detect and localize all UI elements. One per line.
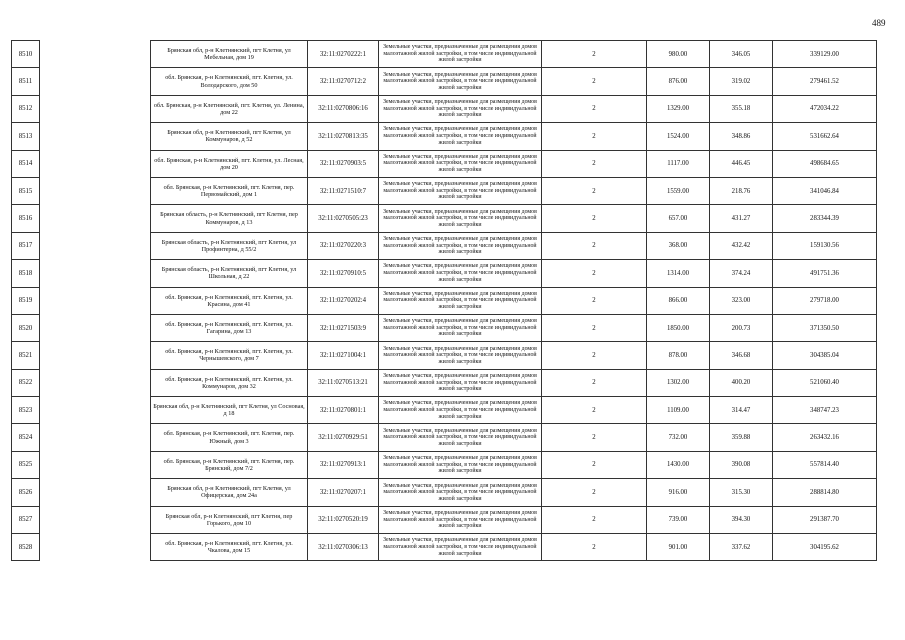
address-cell: обл. Брянская, р-н Клетнянский, пгт. Клетня, ул. Володарского, дом 50 <box>151 68 308 95</box>
spacer-cell <box>40 314 151 341</box>
row-number-cell: 8514 <box>12 150 40 177</box>
area-cell: 657.00 <box>647 205 710 232</box>
land-use-cell: Земельные участки, предназначенные для размещения домов малоэтажной жилой застройки, в том числе индивидуальной жилой застройки <box>379 314 542 341</box>
specific-value-cell: 319.02 <box>710 68 773 95</box>
area-cell: 876.00 <box>647 68 710 95</box>
table-row <box>12 68 877 95</box>
address-cell: Брянская обл, р-н Клетнянский, пгт Клетня, ул Коммунаров, д 52 <box>151 123 308 150</box>
cadastral-value-cell: 498684.65 <box>773 150 877 177</box>
address-cell: обл. Брянская, р-н Клетнянский, пгт. Клетня, ул. Чернышевского, дом 7 <box>151 342 308 369</box>
cadastral-value-cell: 279718.00 <box>773 287 877 314</box>
table-row <box>12 369 877 396</box>
area-cell: 1850.00 <box>647 314 710 341</box>
land-use-cell: Земельные участки, предназначенные для размещения домов малоэтажной жилой застройки, в том числе индивидуальной жилой застройки <box>379 232 542 259</box>
area-cell: 368.00 <box>647 232 710 259</box>
specific-value-cell: 314.47 <box>710 397 773 424</box>
cadastral-value-cell: 304385.04 <box>773 342 877 369</box>
cadastral-number-cell: 32:11:0270813:35 <box>308 123 379 150</box>
address-cell: обл. Брянская, р-н Клетнянский, пгт. Клетня, ул. Чкалова, дом 15 <box>151 534 308 561</box>
cadastral-number-cell: 32:11:0270913:1 <box>308 451 379 478</box>
cadastral-value-cell: 288814.80 <box>773 479 877 506</box>
land-use-cell: Земельные участки, предназначенные для размещения домов малоэтажной жилой застройки, в том числе индивидуальной жилой застройки <box>379 534 542 561</box>
group-cell: 2 <box>542 287 647 314</box>
address-cell: обл. Брянская, р-н Клетнянский, пгт. Клетня, пер. Южный, дом 3 <box>151 424 308 451</box>
row-number-cell: 8519 <box>12 287 40 314</box>
area-cell: 732.00 <box>647 424 710 451</box>
address-cell: Брянская область, р-н Клетнянский, пгт Клетня, ул Профинтерна, д 55/2 <box>151 232 308 259</box>
area-cell: 1524.00 <box>647 123 710 150</box>
group-cell: 2 <box>542 260 647 287</box>
row-number-cell: 8515 <box>12 177 40 204</box>
land-use-cell: Земельные участки, предназначенные для размещения домов малоэтажной жилой застройки, в том числе индивидуальной жилой застройки <box>379 424 542 451</box>
group-cell: 2 <box>542 205 647 232</box>
specific-value-cell: 200.73 <box>710 314 773 341</box>
cadastral-value-cell: 304195.62 <box>773 534 877 561</box>
cadastral-number-cell: 32:11:0270222:1 <box>308 41 379 68</box>
row-number-cell: 8524 <box>12 424 40 451</box>
cadastral-value-cell: 371350.50 <box>773 314 877 341</box>
spacer-cell <box>40 397 151 424</box>
spacer-cell <box>40 150 151 177</box>
cadastral-value-table <box>11 40 877 561</box>
address-cell: обл. Брянская, р-н Клетнянский, пгт. Клетня, ул. Гагарина, дом 13 <box>151 314 308 341</box>
address-cell: Брянская область, р-н Клетнянский, пгт Клетня, ул Школьная, д 22 <box>151 260 308 287</box>
land-use-cell: Земельные участки, предназначенные для размещения домов малоэтажной жилой застройки, в том числе индивидуальной жилой застройки <box>379 287 542 314</box>
group-cell: 2 <box>542 232 647 259</box>
specific-value-cell: 446.45 <box>710 150 773 177</box>
row-number-cell: 8526 <box>12 479 40 506</box>
specific-value-cell: 359.88 <box>710 424 773 451</box>
address-cell: Брянская область, р-н Клетнянский, пгт Клетня, пер Коммунаров, д 13 <box>151 205 308 232</box>
group-cell: 2 <box>542 68 647 95</box>
table-row <box>12 123 877 150</box>
cadastral-value-cell: 263432.16 <box>773 424 877 451</box>
cadastral-value-cell: 491751.36 <box>773 260 877 287</box>
area-cell: 878.00 <box>647 342 710 369</box>
spacer-cell <box>40 342 151 369</box>
area-cell: 1430.00 <box>647 451 710 478</box>
land-use-cell: Земельные участки, предназначенные для размещения домов малоэтажной жилой застройки, в том числе индивидуальной жилой застройки <box>379 369 542 396</box>
table-row <box>12 314 877 341</box>
row-number-cell: 8511 <box>12 68 40 95</box>
spacer-cell <box>40 177 151 204</box>
area-cell: 980.00 <box>647 41 710 68</box>
row-number-cell: 8525 <box>12 451 40 478</box>
row-number-cell: 8513 <box>12 123 40 150</box>
specific-value-cell: 346.05 <box>710 41 773 68</box>
group-cell: 2 <box>542 177 647 204</box>
row-number-cell: 8516 <box>12 205 40 232</box>
cadastral-value-cell: 472034.22 <box>773 95 877 122</box>
cadastral-number-cell: 32:11:0270806:16 <box>308 95 379 122</box>
group-cell: 2 <box>542 534 647 561</box>
land-use-cell: Земельные участки, предназначенные для размещения домов малоэтажной жилой застройки, в том числе индивидуальной жилой застройки <box>379 123 542 150</box>
cadastral-value-cell: 339129.00 <box>773 41 877 68</box>
address-cell: обл. Брянская, р-н Клетнянский, пгт. Клетня, ул. Лесная, дом 20 <box>151 150 308 177</box>
cadastral-value-cell: 531662.64 <box>773 123 877 150</box>
spacer-cell <box>40 534 151 561</box>
spacer-cell <box>40 287 151 314</box>
cadastral-value-cell: 283344.39 <box>773 205 877 232</box>
group-cell: 2 <box>542 424 647 451</box>
spacer-cell <box>40 506 151 533</box>
area-cell: 901.00 <box>647 534 710 561</box>
land-use-cell: Земельные участки, предназначенные для размещения домов малоэтажной жилой застройки, в том числе индивидуальной жилой застройки <box>379 397 542 424</box>
table-row <box>12 95 877 122</box>
address-cell: Брянская обл, р-н Клетнянский, пгт Клетня, пер Горького, дом 10 <box>151 506 308 533</box>
specific-value-cell: 348.86 <box>710 123 773 150</box>
spacer-cell <box>40 424 151 451</box>
land-use-cell: Земельные участки, предназначенные для размещения домов малоэтажной жилой застройки, в том числе индивидуальной жилой застройки <box>379 177 542 204</box>
land-use-cell: Земельные участки, предназначенные для размещения домов малоэтажной жилой застройки, в том числе индивидуальной жилой застройки <box>379 205 542 232</box>
group-cell: 2 <box>542 41 647 68</box>
cadastral-value-cell: 159130.56 <box>773 232 877 259</box>
area-cell: 1109.00 <box>647 397 710 424</box>
specific-value-cell: 218.76 <box>710 177 773 204</box>
land-use-cell: Земельные участки, предназначенные для размещения домов малоэтажной жилой застройки, в том числе индивидуальной жилой застройки <box>379 260 542 287</box>
specific-value-cell: 400.20 <box>710 369 773 396</box>
specific-value-cell: 390.08 <box>710 451 773 478</box>
cadastral-number-cell: 32:11:0270929:51 <box>308 424 379 451</box>
row-number-cell: 8527 <box>12 506 40 533</box>
table-row <box>12 397 877 424</box>
spacer-cell <box>40 95 151 122</box>
cadastral-number-cell: 32:11:0270306:13 <box>308 534 379 561</box>
specific-value-cell: 355.18 <box>710 95 773 122</box>
table-row <box>12 41 877 68</box>
cadastral-number-cell: 32:11:0270910:5 <box>308 260 379 287</box>
spacer-cell <box>40 41 151 68</box>
group-cell: 2 <box>542 342 647 369</box>
area-cell: 1559.00 <box>647 177 710 204</box>
cadastral-number-cell: 32:11:0270801:1 <box>308 397 379 424</box>
specific-value-cell: 431.27 <box>710 205 773 232</box>
specific-value-cell: 315.30 <box>710 479 773 506</box>
address-cell: Брянская обл, р-н Клетнянский, пгт Клетня, ул Офицерская, дом 24а <box>151 479 308 506</box>
land-use-cell: Земельные участки, предназначенные для размещения домов малоэтажной жилой застройки, в том числе индивидуальной жилой застройки <box>379 68 542 95</box>
table-row <box>12 150 877 177</box>
cadastral-number-cell: 32:11:0270505:23 <box>308 205 379 232</box>
land-use-cell: Земельные участки, предназначенные для размещения домов малоэтажной жилой застройки, в том числе индивидуальной жилой застройки <box>379 41 542 68</box>
spacer-cell <box>40 68 151 95</box>
specific-value-cell: 346.68 <box>710 342 773 369</box>
cadastral-value-cell: 291387.70 <box>773 506 877 533</box>
group-cell: 2 <box>542 95 647 122</box>
specific-value-cell: 432.42 <box>710 232 773 259</box>
area-cell: 916.00 <box>647 479 710 506</box>
row-number-cell: 8520 <box>12 314 40 341</box>
page-number: 489 <box>872 18 886 28</box>
area-cell: 866.00 <box>647 287 710 314</box>
address-cell: обл. Брянская, р-н Клетнянский, пгт. Клетня, пер. Первомайский, дом 1 <box>151 177 308 204</box>
land-use-cell: Земельные участки, предназначенные для размещения домов малоэтажной жилой застройки, в том числе индивидуальной жилой застройки <box>379 95 542 122</box>
table-row <box>12 534 877 561</box>
table-row <box>12 287 877 314</box>
group-cell: 2 <box>542 123 647 150</box>
spacer-cell <box>40 479 151 506</box>
address-cell: Брянская обл, р-н Клетнянский, пгт Клетня, ул Мебельная, дом 19 <box>151 41 308 68</box>
table-row <box>12 424 877 451</box>
table-row <box>12 177 877 204</box>
land-use-cell: Земельные участки, предназначенные для размещения домов малоэтажной жилой застройки, в том числе индивидуальной жилой застройки <box>379 506 542 533</box>
cadastral-number-cell: 32:11:0271004:1 <box>308 342 379 369</box>
group-cell: 2 <box>542 397 647 424</box>
cadastral-value-cell: 279461.52 <box>773 68 877 95</box>
table-row <box>12 479 877 506</box>
row-number-cell: 8512 <box>12 95 40 122</box>
address-cell: обл. Брянская, р-н Клетнянский, пгт. Клетня, пер. Брянский, дом 7/2 <box>151 451 308 478</box>
cadastral-number-cell: 32:11:0270220:3 <box>308 232 379 259</box>
row-number-cell: 8521 <box>12 342 40 369</box>
specific-value-cell: 374.24 <box>710 260 773 287</box>
address-cell: Брянская обл, р-н Клетнянский, пгт Клетня, ул Сосновая, д 18 <box>151 397 308 424</box>
specific-value-cell: 323.00 <box>710 287 773 314</box>
table-row <box>12 451 877 478</box>
cadastral-number-cell: 32:11:0270513:21 <box>308 369 379 396</box>
group-cell: 2 <box>542 369 647 396</box>
group-cell: 2 <box>542 479 647 506</box>
row-number-cell: 8528 <box>12 534 40 561</box>
address-cell: обл. Брянская, р-н Клетнянский, пгт. Клетня, ул. Ленина, дом 22 <box>151 95 308 122</box>
group-cell: 2 <box>542 314 647 341</box>
land-use-cell: Земельные участки, предназначенные для размещения домов малоэтажной жилой застройки, в том числе индивидуальной жилой застройки <box>379 451 542 478</box>
spacer-cell <box>40 232 151 259</box>
spacer-cell <box>40 451 151 478</box>
cadastral-value-cell: 521060.40 <box>773 369 877 396</box>
row-number-cell: 8510 <box>12 41 40 68</box>
row-number-cell: 8518 <box>12 260 40 287</box>
spacer-cell <box>40 260 151 287</box>
spacer-cell <box>40 205 151 232</box>
spacer-cell <box>40 369 151 396</box>
specific-value-cell: 394.30 <box>710 506 773 533</box>
table-row <box>12 260 877 287</box>
cadastral-number-cell: 32:11:0270712:2 <box>308 68 379 95</box>
area-cell: 739.00 <box>647 506 710 533</box>
area-cell: 1329.00 <box>647 95 710 122</box>
cadastral-number-cell: 32:11:0271503:9 <box>308 314 379 341</box>
cadastral-number-cell: 32:11:0271510:7 <box>308 177 379 204</box>
cadastral-value-cell: 341046.84 <box>773 177 877 204</box>
area-cell: 1302.00 <box>647 369 710 396</box>
specific-value-cell: 337.62 <box>710 534 773 561</box>
cadastral-number-cell: 32:11:0270202:4 <box>308 287 379 314</box>
row-number-cell: 8523 <box>12 397 40 424</box>
table-row <box>12 232 877 259</box>
area-cell: 1314.00 <box>647 260 710 287</box>
table-row <box>12 342 877 369</box>
row-number-cell: 8522 <box>12 369 40 396</box>
row-number-cell: 8517 <box>12 232 40 259</box>
spacer-cell <box>40 123 151 150</box>
cadastral-number-cell: 32:11:0270903:5 <box>308 150 379 177</box>
table-row <box>12 205 877 232</box>
group-cell: 2 <box>542 451 647 478</box>
land-use-cell: Земельные участки, предназначенные для размещения домов малоэтажной жилой застройки, в том числе индивидуальной жилой застройки <box>379 150 542 177</box>
land-use-cell: Земельные участки, предназначенные для размещения домов малоэтажной жилой застройки, в том числе индивидуальной жилой застройки <box>379 479 542 506</box>
land-use-cell: Земельные участки, предназначенные для размещения домов малоэтажной жилой застройки, в том числе индивидуальной жилой застройки <box>379 342 542 369</box>
cadastral-value-cell: 348747.23 <box>773 397 877 424</box>
table-row <box>12 506 877 533</box>
area-cell: 1117.00 <box>647 150 710 177</box>
group-cell: 2 <box>542 150 647 177</box>
cadastral-number-cell: 32:11:0270520:19 <box>308 506 379 533</box>
cadastral-value-cell: 557814.40 <box>773 451 877 478</box>
address-cell: обл. Брянская, р-н Клетнянский, пгт. Клетня, ул. Красина, дом 41 <box>151 287 308 314</box>
address-cell: обл. Брянская, р-н Клетнянский, пгт. Клетня, ул. Коммунаров, дом 32 <box>151 369 308 396</box>
group-cell: 2 <box>542 506 647 533</box>
cadastral-number-cell: 32:11:0270207:1 <box>308 479 379 506</box>
